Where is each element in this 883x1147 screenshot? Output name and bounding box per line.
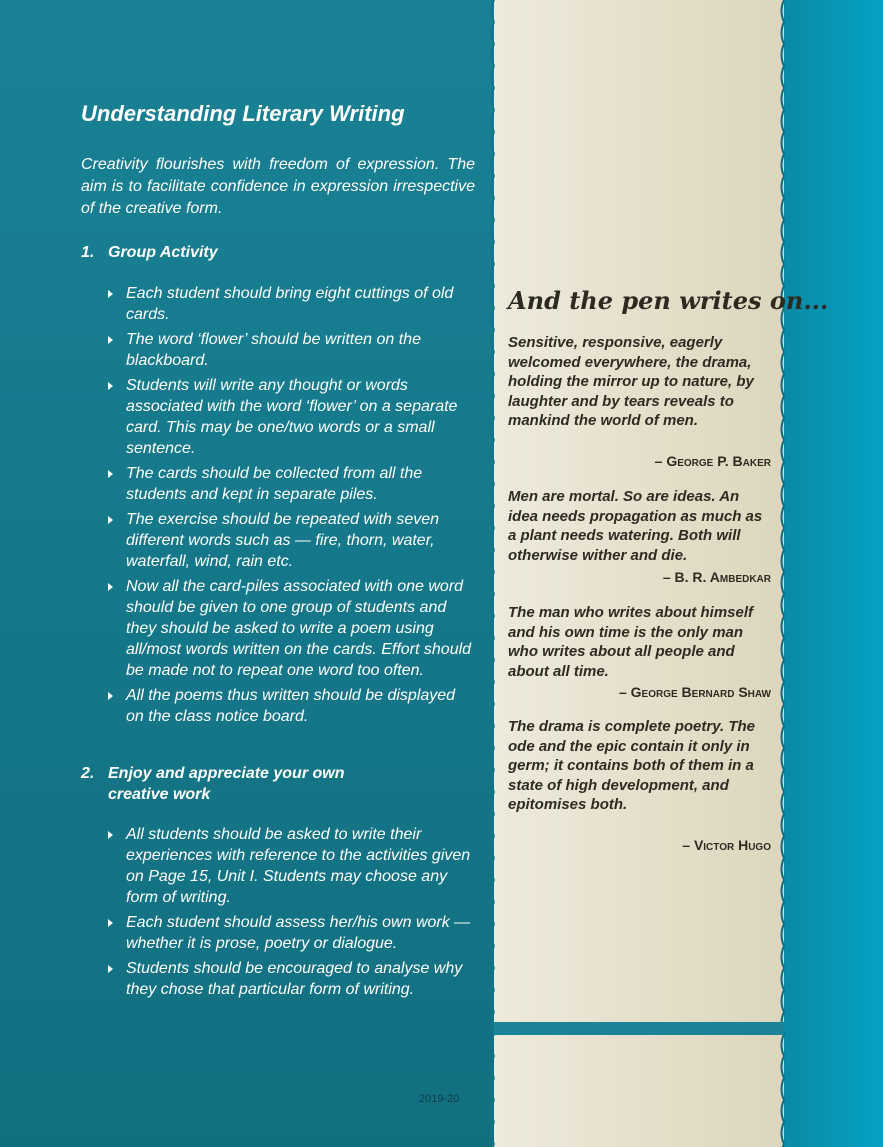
- quote-2-text: Men are mortal. So are ideas. An idea needs propagation as much as a plant needs watering. Both will otherwise wither and die.: [508, 488, 763, 564]
- list-item: Now all the card-piles associated with one word should be given to one group of students and they should be asked to write a poem using all/most words written on the cards. Effort should be made not to repeat one word too often.: [106, 576, 476, 681]
- list-item: Each student should bring eight cuttings of old cards.: [106, 283, 476, 325]
- quote-1-author: – George P. Baker: [654, 453, 771, 469]
- quote-4-author: – Victor Hugo: [682, 837, 771, 853]
- bullet-arrow-icon: [108, 965, 113, 973]
- bullet-arrow-icon: [108, 831, 113, 839]
- bullet-arrow-icon: [108, 336, 113, 344]
- section-1-number: 1.: [81, 244, 95, 261]
- list-item: The cards should be collected from all the students and kept in separate piles.: [106, 463, 476, 505]
- sidebar-title: And the pen writes on...: [508, 286, 829, 315]
- bullet-arrow-icon: [108, 290, 113, 298]
- bullet-arrow-icon: [108, 583, 113, 591]
- intro-paragraph: Creativity flourishes with freedom of expression. The aim is to facilitate confidence in expression irrespective of the creative form.: [81, 156, 475, 217]
- quote-4-text: The drama is complete poetry. The ode and the epic contain it only in germ; it contains both of them in a state of high development, and epitomises both.: [508, 718, 756, 813]
- list-item: The exercise should be repeated with seven different words such as — fire, thorn, water, waterfall, wind, rain etc.: [106, 509, 476, 572]
- list-item: All students should be asked to write their experiences with reference to the activities given on Page 15, Unit I. Students may choose any form of writing.: [106, 824, 476, 908]
- page-title: Understanding Literary Writing: [81, 101, 405, 126]
- section-1-list: [106, 283, 476, 731]
- list-item: Students will write any thought or words associated with the word ‘flower’ on a separate card. This may be one/two words or a small sentence.: [106, 375, 476, 459]
- list-item: Each student should assess her/his own work — whether it is prose, poetry or dialogue.: [106, 912, 476, 954]
- bullet-arrow-icon: [108, 516, 113, 524]
- bullet-arrow-icon: [108, 382, 113, 390]
- list-item: All the poems thus written should be displayed on the class notice board.: [106, 685, 476, 727]
- bullet-arrow-icon: [108, 919, 113, 927]
- section-1-heading: [81, 242, 218, 263]
- bullet-arrow-icon: [108, 470, 113, 478]
- list-item: Students should be encouraged to analyse why they chose that particular form of writing.: [106, 958, 476, 1000]
- quote-1-text: Sensitive, responsive, eagerly welcomed everywhere, the drama, holding the mirror up to nature, by laughter and by tears reveals to mankind the world of men.: [508, 334, 754, 429]
- section-2-title-line1: Enjoy and appreciate your own: [108, 765, 345, 782]
- section-2-title-line2: creative work: [108, 786, 211, 803]
- quote-3-author: – George Bernard Shaw: [618, 684, 771, 700]
- section-1-title: Group Activity: [108, 244, 218, 261]
- page-number: 2019-20: [419, 1093, 460, 1105]
- quote-3-text: The man who writes about himself and his own time is the only man who writes about all people and about all time.: [508, 604, 754, 680]
- bullet-arrow-icon: [108, 692, 113, 700]
- section-2-heading: [81, 763, 345, 805]
- scroll-divider: [494, 1022, 784, 1035]
- list-item: The word ‘flower’ should be written on the blackboard.: [106, 329, 476, 371]
- quote-2-author: – B. R. Ambedkar: [662, 569, 771, 585]
- section-2-number: 2.: [81, 765, 95, 782]
- section-2-list: [106, 824, 476, 1004]
